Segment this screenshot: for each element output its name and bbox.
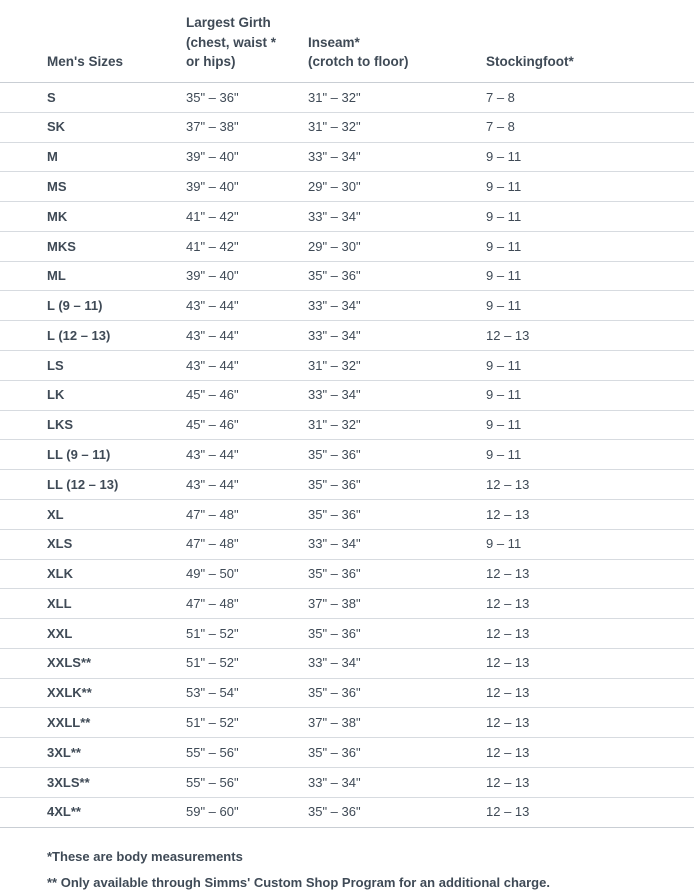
- cell-stockingfoot: 9 – 11: [480, 380, 694, 410]
- cell-largest-girth: 51" – 52": [142, 648, 300, 678]
- cell-inseam: 31" – 32": [300, 112, 480, 142]
- cell-inseam: 29" – 30": [300, 172, 480, 202]
- cell-inseam: 35" – 36": [300, 678, 480, 708]
- cell-largest-girth: 41" – 42": [142, 202, 300, 232]
- cell-inseam: 33" – 34": [300, 321, 480, 351]
- cell-stockingfoot: 12 – 13: [480, 767, 694, 797]
- table-row: [0, 797, 694, 827]
- table-header: [0, 0, 694, 83]
- table-row: [0, 380, 694, 410]
- cell-mens-size: MS: [0, 172, 142, 202]
- cell-stockingfoot: 12 – 13: [480, 738, 694, 768]
- cell-stockingfoot: 12 – 13: [480, 559, 694, 589]
- cell-stockingfoot: 9 – 11: [480, 231, 694, 261]
- cell-largest-girth: 45" – 46": [142, 410, 300, 440]
- cell-inseam: 31" – 32": [300, 83, 480, 113]
- cell-inseam: 33" – 34": [300, 142, 480, 172]
- cell-stockingfoot: 9 – 11: [480, 440, 694, 470]
- cell-largest-girth: 43" – 44": [142, 351, 300, 381]
- table-row: [0, 589, 694, 619]
- cell-mens-size: XL: [0, 499, 142, 529]
- cell-largest-girth: 55" – 56": [142, 767, 300, 797]
- cell-mens-size: LL (12 – 13): [0, 470, 142, 500]
- table-row: [0, 231, 694, 261]
- cell-inseam: 33" – 34": [300, 529, 480, 559]
- cell-largest-girth: 37" – 38": [142, 112, 300, 142]
- cell-inseam: 35" – 36": [300, 261, 480, 291]
- cell-mens-size: XXLS**: [0, 648, 142, 678]
- cell-largest-girth: 47" – 48": [142, 589, 300, 619]
- cell-mens-size: L (9 – 11): [0, 291, 142, 321]
- footnotes: [0, 828, 694, 892]
- cell-stockingfoot: 9 – 11: [480, 261, 694, 291]
- cell-stockingfoot: 9 – 11: [480, 202, 694, 232]
- cell-stockingfoot: 9 – 11: [480, 410, 694, 440]
- cell-inseam: 33" – 34": [300, 202, 480, 232]
- cell-stockingfoot: 12 – 13: [480, 321, 694, 351]
- table-header-row: [0, 0, 694, 83]
- cell-inseam: 35" – 36": [300, 797, 480, 827]
- cell-largest-girth: 35" – 36": [142, 83, 300, 113]
- cell-inseam: 35" – 36": [300, 559, 480, 589]
- cell-inseam: 35" – 36": [300, 499, 480, 529]
- cell-stockingfoot: 9 – 11: [480, 529, 694, 559]
- table-row: [0, 351, 694, 381]
- column-header-largest-girth: [142, 0, 300, 83]
- cell-stockingfoot: 12 – 13: [480, 589, 694, 619]
- cell-stockingfoot: 12 – 13: [480, 499, 694, 529]
- column-header-stockingfoot: [480, 0, 694, 83]
- table-row: [0, 499, 694, 529]
- cell-stockingfoot: 7 – 8: [480, 83, 694, 113]
- cell-mens-size: XLK: [0, 559, 142, 589]
- cell-mens-size: XLL: [0, 589, 142, 619]
- table-row: [0, 142, 694, 172]
- column-header-inseam: [300, 0, 480, 83]
- table-body: [0, 83, 694, 828]
- cell-largest-girth: 39" – 40": [142, 261, 300, 291]
- table-row: [0, 172, 694, 202]
- cell-largest-girth: 59" – 60": [142, 797, 300, 827]
- cell-mens-size: 3XL**: [0, 738, 142, 768]
- cell-largest-girth: 55" – 56": [142, 738, 300, 768]
- cell-mens-size: 4XL**: [0, 797, 142, 827]
- table-row: [0, 767, 694, 797]
- cell-largest-girth: 51" – 52": [142, 619, 300, 649]
- cell-inseam: 35" – 36": [300, 619, 480, 649]
- cell-stockingfoot: 9 – 11: [480, 142, 694, 172]
- cell-stockingfoot: 12 – 13: [480, 619, 694, 649]
- cell-inseam: 33" – 34": [300, 380, 480, 410]
- cell-largest-girth: 39" – 40": [142, 142, 300, 172]
- table-row: [0, 202, 694, 232]
- cell-mens-size: L (12 – 13): [0, 321, 142, 351]
- cell-largest-girth: 39" – 40": [142, 172, 300, 202]
- cell-stockingfoot: 9 – 11: [480, 172, 694, 202]
- table-row: [0, 470, 694, 500]
- cell-stockingfoot: 9 – 11: [480, 291, 694, 321]
- cell-inseam: 37" – 38": [300, 589, 480, 619]
- column-header-inseam-line1: Inseam*: [308, 34, 360, 50]
- cell-mens-size: MKS: [0, 231, 142, 261]
- table-row: [0, 619, 694, 649]
- cell-inseam: 35" – 36": [300, 470, 480, 500]
- cell-mens-size: LS: [0, 351, 142, 381]
- cell-largest-girth: 49" – 50": [142, 559, 300, 589]
- cell-inseam: 33" – 34": [300, 767, 480, 797]
- table-row: [0, 261, 694, 291]
- cell-largest-girth: 53" – 54": [142, 678, 300, 708]
- cell-inseam: 29" – 30": [300, 231, 480, 261]
- cell-mens-size: LL (9 – 11): [0, 440, 142, 470]
- cell-stockingfoot: 9 – 11: [480, 351, 694, 381]
- cell-stockingfoot: 12 – 13: [480, 797, 694, 827]
- cell-inseam: 37" – 38": [300, 708, 480, 738]
- table-row: [0, 738, 694, 768]
- cell-mens-size: XXLL**: [0, 708, 142, 738]
- table-row: [0, 410, 694, 440]
- table-row: [0, 440, 694, 470]
- cell-inseam: 33" – 34": [300, 648, 480, 678]
- column-header-largest-girth-line3: or hips): [186, 54, 236, 70]
- cell-mens-size: XLS: [0, 529, 142, 559]
- table-row: [0, 529, 694, 559]
- cell-mens-size: MK: [0, 202, 142, 232]
- cell-mens-size: XXL: [0, 619, 142, 649]
- cell-largest-girth: 41" – 42": [142, 231, 300, 261]
- cell-mens-size: LK: [0, 380, 142, 410]
- cell-inseam: 35" – 36": [300, 440, 480, 470]
- table-row: [0, 83, 694, 113]
- table-row: [0, 291, 694, 321]
- column-header-largest-girth-line2: (chest, waist *: [186, 34, 277, 50]
- cell-largest-girth: 47" – 48": [142, 499, 300, 529]
- footnote-body-measurements: *These are body measurements: [47, 848, 243, 864]
- cell-inseam: 33" – 34": [300, 291, 480, 321]
- cell-mens-size: SK: [0, 112, 142, 142]
- column-header-stockingfoot-line1: Stockingfoot*: [486, 54, 574, 70]
- cell-largest-girth: 43" – 44": [142, 291, 300, 321]
- cell-mens-size: S: [0, 83, 142, 113]
- footnote-custom-shop: ** Only available through Simms' Custom Shop Program for an additional charge.: [47, 875, 550, 891]
- cell-mens-size: ML: [0, 261, 142, 291]
- cell-largest-girth: 51" – 52": [142, 708, 300, 738]
- cell-mens-size: M: [0, 142, 142, 172]
- column-header-mens-sizes-line1: Men's Sizes: [47, 54, 123, 70]
- table-row: [0, 648, 694, 678]
- table-row: [0, 112, 694, 142]
- table-row: [0, 708, 694, 738]
- cell-inseam: 31" – 32": [300, 351, 480, 381]
- cell-largest-girth: 43" – 44": [142, 440, 300, 470]
- column-header-inseam-line2: (crotch to floor): [308, 54, 409, 70]
- table-row: [0, 678, 694, 708]
- cell-inseam: 35" – 36": [300, 738, 480, 768]
- column-header-mens-sizes: [0, 0, 142, 83]
- cell-largest-girth: 45" – 46": [142, 380, 300, 410]
- cell-largest-girth: 47" – 48": [142, 529, 300, 559]
- cell-largest-girth: 43" – 44": [142, 470, 300, 500]
- cell-mens-size: LKS: [0, 410, 142, 440]
- cell-inseam: 31" – 32": [300, 410, 480, 440]
- cell-largest-girth: 43" – 44": [142, 321, 300, 351]
- cell-stockingfoot: 12 – 13: [480, 648, 694, 678]
- cell-stockingfoot: 7 – 8: [480, 112, 694, 142]
- cell-stockingfoot: 12 – 13: [480, 470, 694, 500]
- table-row: [0, 559, 694, 589]
- cell-stockingfoot: 12 – 13: [480, 678, 694, 708]
- cell-mens-size: 3XLS**: [0, 767, 142, 797]
- cell-stockingfoot: 12 – 13: [480, 708, 694, 738]
- column-header-largest-girth-line1: Largest Girth: [186, 15, 271, 31]
- cell-mens-size: XXLK**: [0, 678, 142, 708]
- table-row: [0, 321, 694, 351]
